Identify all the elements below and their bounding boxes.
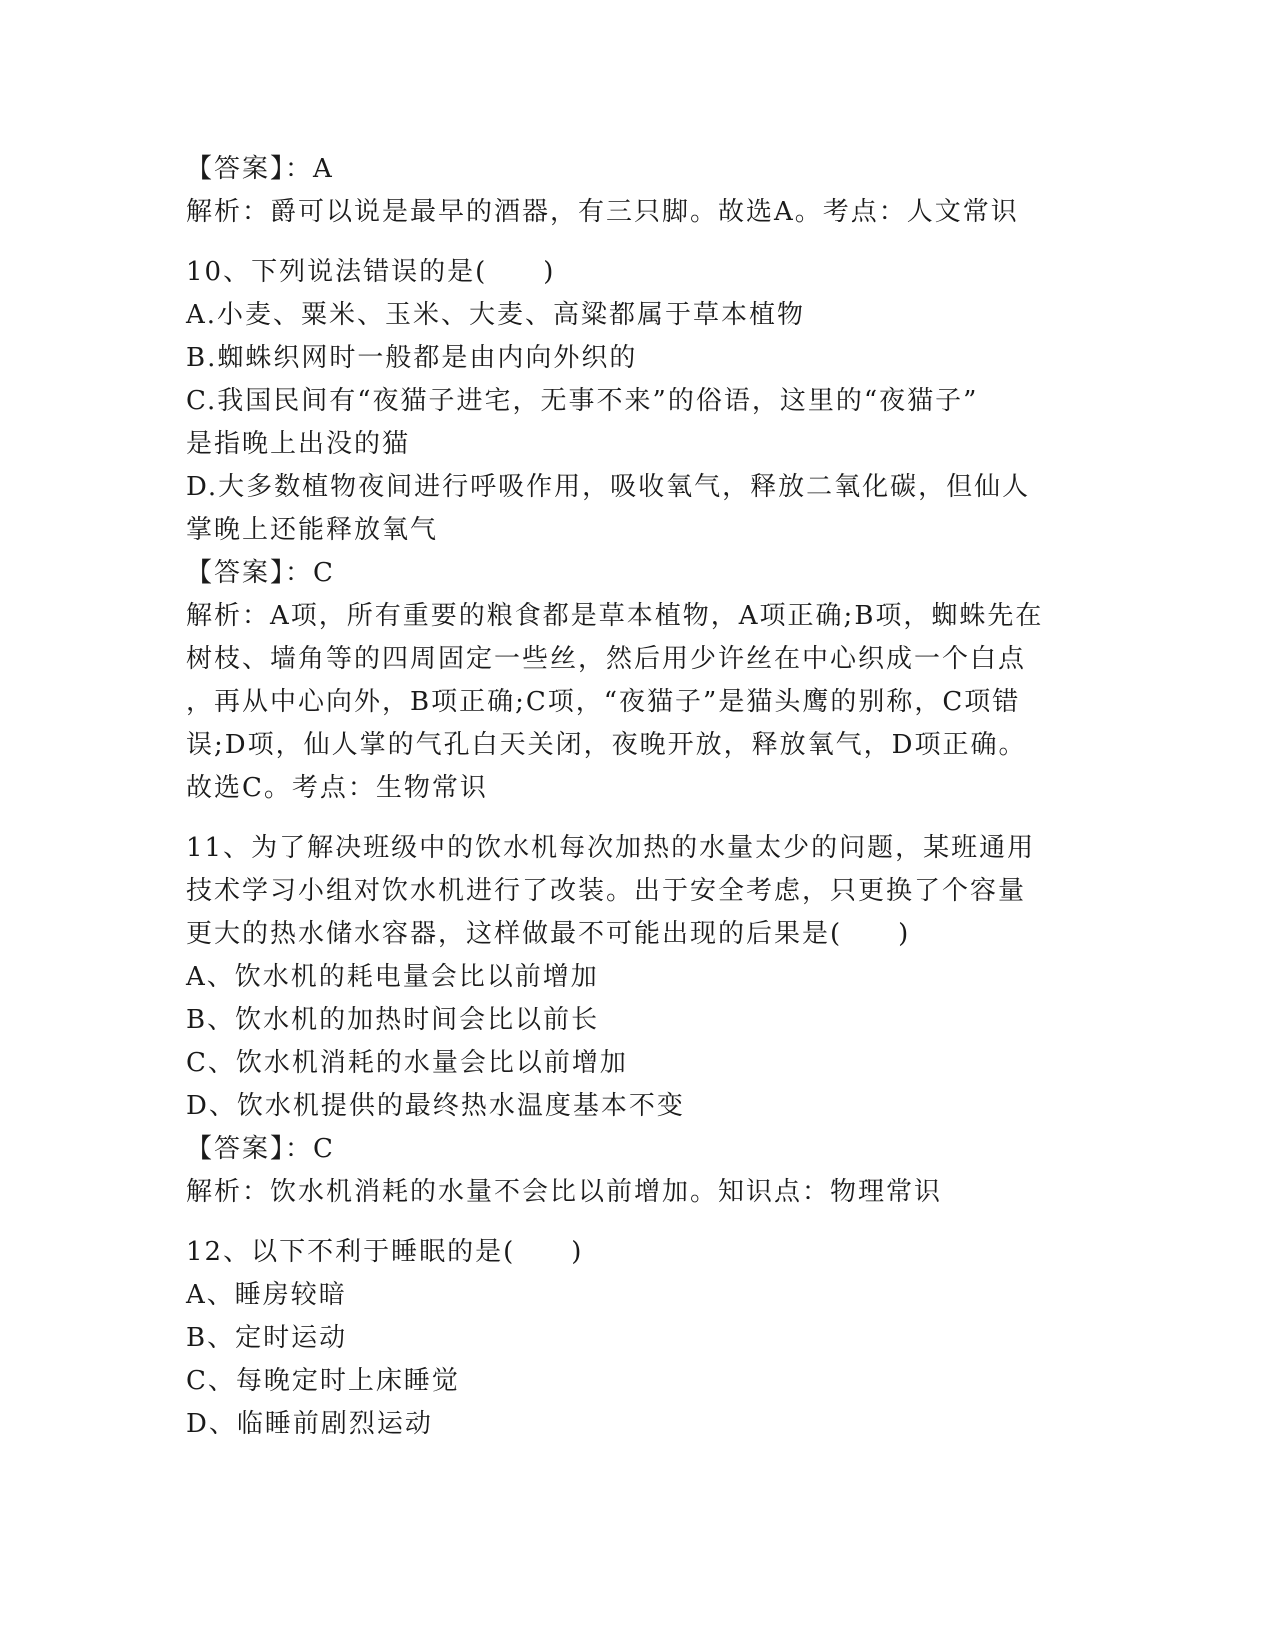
option-d-continued: 掌晚上还能释放氧气	[186, 515, 439, 545]
question-stem: 技术学习小组对饮水机进行了改装。出于安全考虑，只更换了个容量	[186, 876, 1027, 906]
question-11	[186, 827, 1086, 1214]
document-page	[186, 148, 1086, 1446]
question-10	[186, 251, 1086, 810]
question-stem: 11、为了解决班级中的饮水机每次加热的水量太少的问题，某班通用	[186, 833, 1036, 863]
question-12	[186, 1231, 1086, 1446]
question-stem: 更大的热水储水容器，这样做最不可能出现的后果是( )	[186, 919, 911, 949]
answer-line: 【答案】：C	[186, 1134, 335, 1164]
option-c: C、饮水机消耗的水量会比以前增加	[186, 1048, 628, 1078]
option-c-continued: 是指晚上出没的猫	[186, 429, 411, 459]
option-c: C、每晚定时上床睡觉	[186, 1366, 460, 1396]
option-d: D、饮水机提供的最终热水温度基本不变	[186, 1091, 685, 1121]
option-a: A.小麦、粟米、玉米、大麦、高粱都属于草本植物	[186, 300, 806, 330]
analysis-line: 解析：饮水机消耗的水量不会比以前增加。知识点：物理常识	[186, 1177, 943, 1207]
question-stem: 10、下列说法错误的是( )	[186, 257, 556, 287]
answer-line: 【答案】：A	[186, 154, 334, 184]
analysis-line: 树枝、墙角等的四周固定一些丝，然后用少许丝在中心织成一个白点	[186, 644, 1027, 674]
option-c: C.我国民间有“夜猫子进宅，无事不来”的俗语，这里的“夜猫子”	[186, 386, 979, 416]
analysis-line: 解析：A项，所有重要的粮食都是草本植物，A项正确;B项，蜘蛛先在	[186, 601, 1044, 631]
analysis-line: 故选C。考点：生物常识	[186, 773, 488, 803]
option-a: A、睡房较暗	[186, 1280, 347, 1310]
option-d: D.大多数植物夜间进行呼吸作用，吸收氧气，释放二氧化碳，但仙人	[186, 472, 1031, 502]
analysis-line: ，再从中心向外，B项正确;C项，“夜猫子”是猫头鹰的别称，C项错	[186, 687, 1021, 717]
previous-question-tail	[186, 148, 1086, 234]
option-a: A、饮水机的耗电量会比以前增加	[186, 962, 599, 992]
answer-line: 【答案】：C	[186, 558, 335, 588]
option-b: B、饮水机的加热时间会比以前长	[186, 1005, 600, 1035]
question-stem: 12、以下不利于睡眠的是( )	[186, 1237, 584, 1267]
option-b: B.蜘蛛织网时一般都是由内向外织的	[186, 343, 638, 373]
analysis-line: 误;D项，仙人掌的气孔白天关闭，夜晚开放，释放氧气，D项正确。	[186, 730, 1027, 760]
option-d: D、临睡前剧烈运动	[186, 1409, 433, 1439]
option-b: B、定时运动	[186, 1323, 348, 1353]
analysis-line: 解析：爵可以说是最早的酒器，有三只脚。故选A。考点：人文常识	[186, 197, 1019, 227]
